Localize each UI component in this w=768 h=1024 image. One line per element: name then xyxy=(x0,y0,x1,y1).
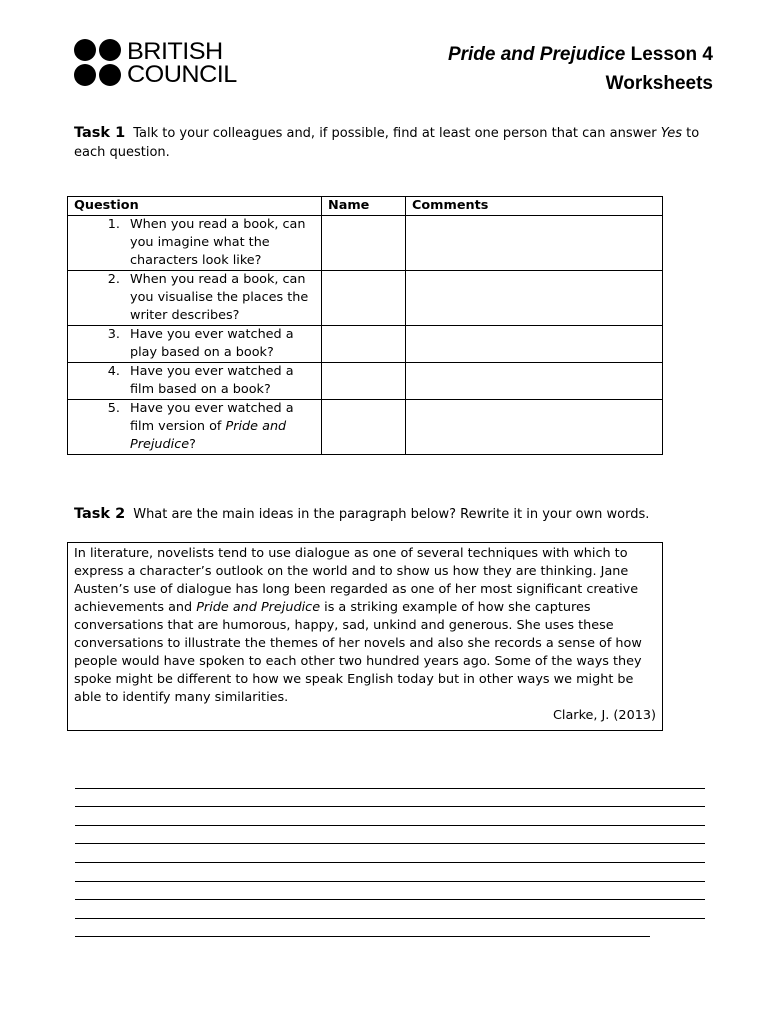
writing-line[interactable] xyxy=(75,919,650,938)
writing-line[interactable] xyxy=(75,844,705,863)
name-cell[interactable] xyxy=(322,326,406,363)
table-header-row xyxy=(68,197,663,216)
citation: Clarke, J. (2013) xyxy=(552,708,656,723)
comments-cell[interactable] xyxy=(406,271,663,326)
header-question: Question xyxy=(68,197,322,216)
writing-line[interactable] xyxy=(75,826,705,845)
name-cell[interactable] xyxy=(322,271,406,326)
name-cell[interactable] xyxy=(322,400,406,455)
task1-label: Task 1 xyxy=(74,125,126,141)
writing-line[interactable] xyxy=(75,882,705,901)
table-row: 5. Have you ever watched a film version of Pride and Prejudice? xyxy=(68,400,663,455)
header-comments: Comments xyxy=(406,197,663,216)
british-council-logo xyxy=(74,37,237,88)
writing-line[interactable] xyxy=(75,807,705,826)
table-row: 3. Have you ever watched a play based on a book? xyxy=(68,326,663,363)
title-book-name: Pride and Prejudice xyxy=(447,44,626,65)
comments-cell[interactable] xyxy=(406,363,663,400)
writing-line[interactable] xyxy=(75,770,705,789)
task2-label: Task 2 xyxy=(74,506,126,522)
name-cell[interactable] xyxy=(322,363,406,400)
header-name: Name xyxy=(322,197,406,216)
logo-dots-icon xyxy=(74,39,121,86)
table-row: 1. When you read a book, can you imagine what the characters look like? xyxy=(68,216,663,271)
writing-line[interactable] xyxy=(75,900,705,919)
comments-cell[interactable] xyxy=(406,326,663,363)
comments-cell[interactable] xyxy=(406,400,663,455)
task2-instruction: Task 2 What are the main ideas in the paragraph below? Rewrite it in your own words. xyxy=(74,506,650,522)
page-title xyxy=(448,40,713,98)
writing-line[interactable] xyxy=(75,789,705,808)
comments-cell[interactable] xyxy=(406,216,663,271)
writing-lines[interactable] xyxy=(75,770,705,937)
task1-instruction: Task 1 Talk to your colleagues and, if possible, find at least one person that can answer Yes to each question. xyxy=(74,125,700,160)
logo-wordmark: BRITISH COUNCIL xyxy=(127,37,237,88)
title-lesson: Lesson 4 xyxy=(625,44,713,65)
table-row: 4. Have you ever watched a film based on a book? xyxy=(68,363,663,400)
table-row: 2. When you read a book, can you visualise the places the writer describes? xyxy=(68,271,663,326)
paragraph-box xyxy=(67,542,663,731)
name-cell[interactable] xyxy=(322,216,406,271)
writing-line[interactable] xyxy=(75,863,705,882)
paragraph-text: In literature, novelists tend to use dialogue as one of several techniques with which to express a character’s outlook on the world and to show us how they are thinking. Jane Austen’s use of dialogue has long been regarded as one of her most significant creative achievements and Pride and Prejudice is a striking example of how she captures conversations that are humorous, happy, sad, unkind and generous. She uses these conversations to illustrate the themes of her novels and also she records a sense of how people would have spoken to each other two hundred years ago. Some of the ways they spoke might be different to how we speak English today but in other ways we might be able to identify many similarities. xyxy=(74,546,642,705)
question-table xyxy=(67,196,663,455)
title-worksheets: Worksheets xyxy=(605,73,713,94)
